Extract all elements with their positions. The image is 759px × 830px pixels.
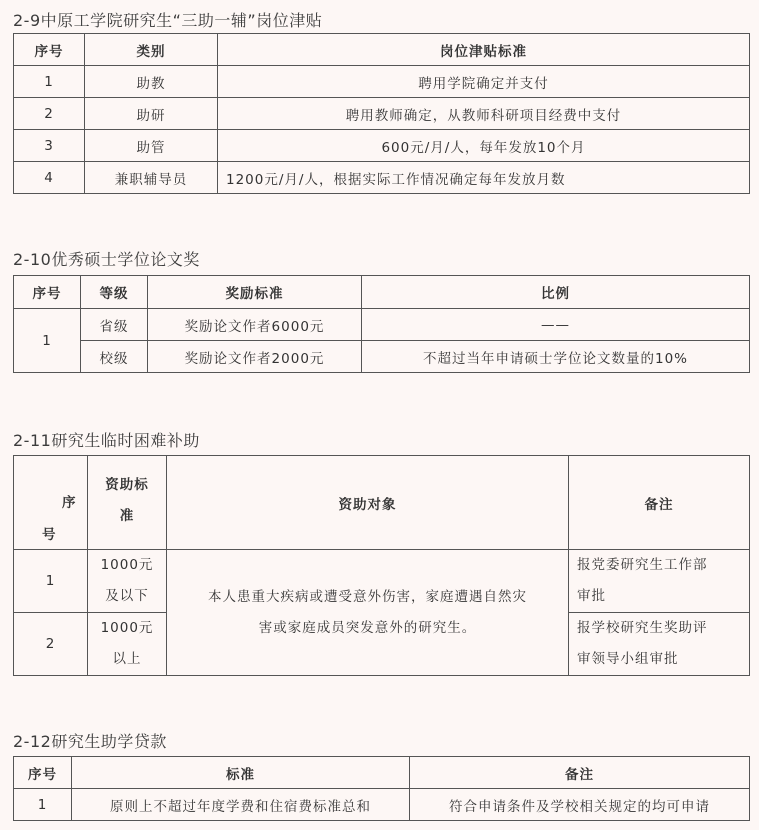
header-standard: 岗位津贴标准 [218, 34, 750, 66]
header-level: 等级 [81, 276, 148, 309]
header-no-line1: 序 [62, 495, 77, 511]
table-row [14, 550, 750, 613]
cell-note-line2: 审领导小组审批 [577, 651, 679, 667]
table-hardship-subsidy [13, 455, 750, 676]
cell-note-line1: 报党委研究生工作部 [577, 557, 708, 573]
cell-type: 助教 [85, 66, 218, 98]
cell-standard: 1200元/月/人，根据实际工作情况确定每年发放月数 [218, 162, 750, 194]
cell-standard-line1: 1000元 [100, 557, 154, 573]
table-header-row [14, 34, 750, 66]
table-row [14, 341, 750, 373]
header-target: 资助对象 [167, 456, 569, 550]
header-standard: 奖励标准 [148, 276, 362, 309]
header-standard [88, 456, 167, 550]
header-standard: 标准 [72, 757, 410, 789]
cell-note-line1: 报学校研究生奖助评 [577, 620, 708, 636]
header-no-line2: 号 [42, 527, 57, 543]
cell-ratio: —— [362, 309, 750, 341]
cell-note [569, 550, 750, 613]
section-title-2-12: 2-12研究生助学贷款 [13, 732, 167, 751]
section-title-2-11: 2-11研究生临时困难补助 [13, 431, 200, 450]
cell-no: 1 [14, 789, 72, 821]
cell-level: 校级 [81, 341, 148, 373]
cell-standard: 600元/月/人，每年发放10个月 [218, 130, 750, 162]
cell-standard: 原则上不超过年度学费和住宿费标准总和 [72, 789, 410, 821]
header-no: 序号 [14, 276, 81, 309]
cell-standard: 奖励论文作者2000元 [148, 341, 362, 373]
table-header-row [14, 757, 750, 789]
cell-no: 1 [14, 66, 85, 98]
header-no: 序号 [14, 757, 72, 789]
table-row [14, 66, 750, 98]
cell-standard-line1: 1000元 [100, 620, 154, 636]
cell-standard: 聘用学院确定并支付 [218, 66, 750, 98]
cell-type: 兼职辅导员 [85, 162, 218, 194]
cell-type: 助管 [85, 130, 218, 162]
cell-no: 1 [14, 550, 88, 613]
cell-no: 4 [14, 162, 85, 194]
table-header-row [14, 276, 750, 309]
table-row [14, 130, 750, 162]
header-standard-line1: 资助标 [105, 477, 149, 493]
table-row [14, 789, 750, 821]
header-no [14, 456, 88, 550]
cell-target-line1: 本人患重大疾病或遭受意外伤害，家庭遭遇自然灾 [208, 588, 527, 605]
header-no: 序号 [14, 34, 85, 66]
cell-ratio: 不超过当年申请硕士学位论文数量的10% [362, 341, 750, 373]
header-type: 类别 [85, 34, 218, 66]
cell-standard [88, 613, 167, 676]
header-note: 备注 [569, 456, 750, 550]
cell-standard: 奖励论文作者6000元 [148, 309, 362, 341]
cell-no: 2 [14, 98, 85, 130]
cell-standard: 聘用教师确定，从教师科研项目经费中支付 [218, 98, 750, 130]
section-title-2-10: 2-10优秀硕士学位论文奖 [13, 250, 200, 269]
cell-no: 2 [14, 613, 88, 676]
table-thesis-award [13, 275, 750, 373]
cell-standard-line2: 及以下 [105, 588, 149, 604]
cell-no: 1 [14, 309, 81, 373]
table-assistant-allowance [13, 33, 750, 194]
cell-note: 符合申请条件及学校相关规定的均可申请 [410, 789, 750, 821]
table-row [14, 162, 750, 194]
cell-target-line2: 害或家庭成员突发意外的研究生。 [258, 619, 477, 636]
cell-type: 助研 [85, 98, 218, 130]
table-header-row [14, 456, 750, 550]
cell-no: 3 [14, 130, 85, 162]
section-title-2-9: 2-9中原工学院研究生“三助一辅”岗位津贴 [13, 11, 323, 30]
table-row [14, 309, 750, 341]
table-row [14, 98, 750, 130]
cell-level: 省级 [81, 309, 148, 341]
cell-note-line2: 审批 [577, 588, 606, 604]
header-standard-line2: 准 [119, 508, 135, 524]
cell-note [569, 613, 750, 676]
table-student-loan [13, 756, 750, 821]
cell-standard [88, 550, 167, 613]
cell-target [167, 550, 569, 676]
cell-standard-line2: 以上 [112, 651, 142, 667]
header-ratio: 比例 [362, 276, 750, 309]
header-note: 备注 [410, 757, 750, 789]
